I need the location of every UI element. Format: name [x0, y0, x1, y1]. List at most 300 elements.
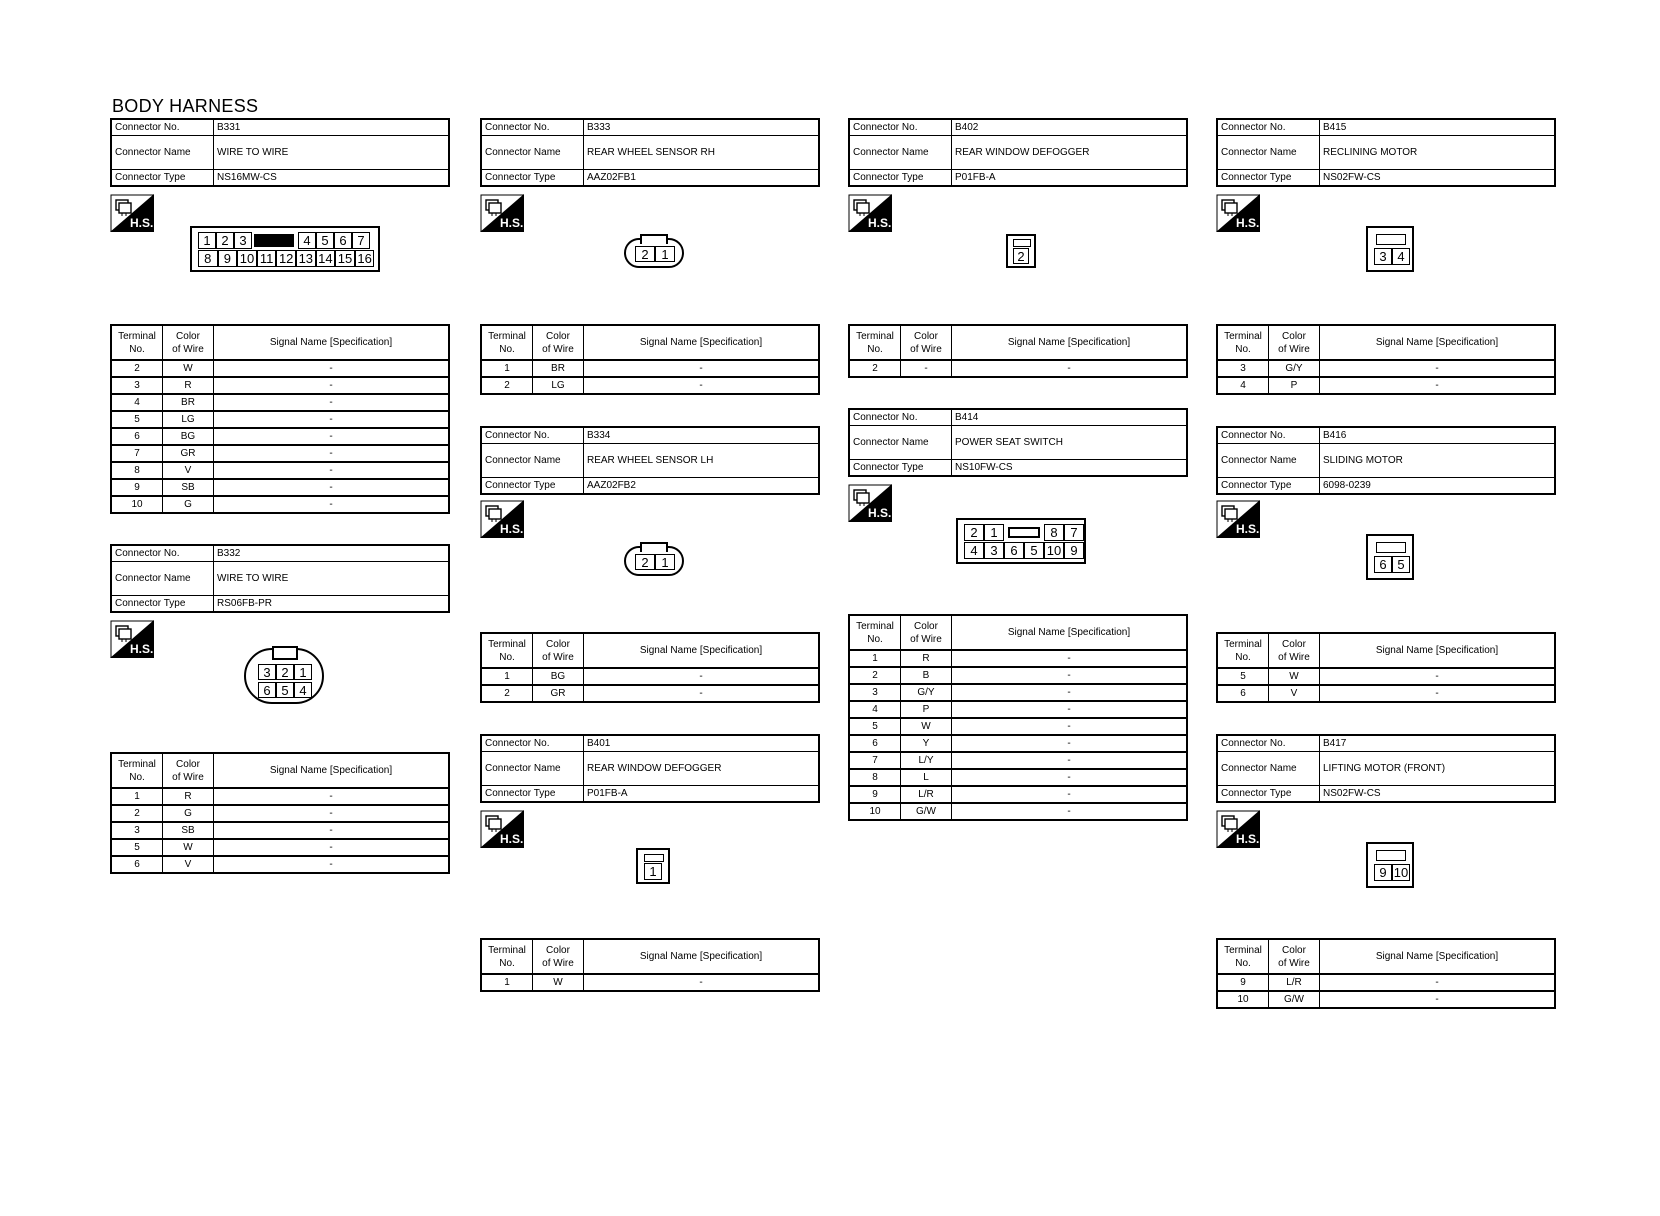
connector-no-value: B332	[217, 548, 241, 559]
connector-header	[480, 426, 820, 495]
pin-number: 11	[257, 250, 277, 267]
terminal-no: 2	[112, 361, 163, 376]
table-header	[1218, 940, 1554, 975]
pin-number: 16	[355, 250, 375, 267]
signal-name: -	[329, 842, 333, 853]
header-text: No.	[1235, 343, 1251, 355]
table-header	[112, 326, 448, 361]
connector-name-label: Connector Name	[850, 136, 952, 169]
wire-color: P	[901, 702, 952, 717]
connector-header	[110, 118, 450, 187]
terminal-no-header	[850, 616, 901, 649]
table-row	[112, 361, 448, 378]
signal-name: -	[1067, 806, 1071, 817]
terminal-no: 9	[850, 787, 901, 802]
table-header	[482, 634, 818, 669]
connector-b334-face	[624, 546, 684, 576]
pin-number: 6	[258, 682, 276, 698]
connector-key	[640, 542, 668, 552]
header-text: No.	[1235, 957, 1251, 969]
table-row	[850, 668, 1186, 685]
terminal-table	[480, 324, 820, 395]
connector-type-row	[482, 478, 818, 493]
hs-label: H.S.	[130, 216, 154, 230]
pin-number: 4	[1392, 248, 1410, 265]
connector-b415-face	[1366, 226, 1414, 272]
table-header	[850, 616, 1186, 651]
terminal-no-header	[112, 326, 163, 359]
wire-color: W	[1269, 669, 1320, 684]
connector-key	[644, 854, 664, 862]
header-text: Color	[914, 330, 938, 342]
connector-header	[110, 544, 450, 613]
pin-number: 6	[334, 232, 352, 249]
wire-color: GR	[533, 686, 584, 701]
table-row	[112, 497, 448, 512]
table-row	[850, 685, 1186, 702]
wire-color: G	[163, 497, 214, 512]
pin-number: 1	[198, 232, 216, 249]
connector-no-label: Connector No.	[1218, 120, 1320, 135]
signal-name: -	[699, 688, 703, 699]
table-row	[482, 361, 818, 378]
terminal-no: 6	[850, 736, 901, 751]
header-text: of Wire	[1278, 651, 1310, 663]
connector-name-label: Connector Name	[482, 752, 584, 785]
signal-name: -	[329, 363, 333, 374]
harness-side-icon	[480, 500, 524, 538]
table-header	[482, 326, 818, 361]
terminal-no-header	[1218, 940, 1269, 973]
header-text: of Wire	[1278, 957, 1310, 969]
wire-color: G/W	[1269, 992, 1320, 1007]
wire-color: L/Y	[901, 753, 952, 768]
header-text: Color	[176, 758, 200, 770]
hs-label: H.S.	[500, 522, 524, 536]
header-text: of Wire	[542, 957, 574, 969]
signal-name: -	[329, 465, 333, 476]
connector-key	[1376, 850, 1406, 861]
wire-color: R	[901, 651, 952, 666]
connector-key	[1013, 239, 1031, 247]
wire-color: G	[163, 806, 214, 821]
harness-side-icon	[110, 620, 154, 658]
connector-key	[640, 234, 668, 244]
wire-color: R	[163, 378, 214, 393]
table-row	[112, 429, 448, 446]
header-text: Terminal	[488, 944, 526, 956]
table-row	[112, 789, 448, 806]
harness-side-icon	[480, 194, 524, 232]
terminal-no: 6	[1218, 686, 1269, 701]
signal-name: -	[699, 977, 703, 988]
wire-color: GR	[163, 446, 214, 461]
wire-color: -	[901, 361, 952, 376]
wire-color: L	[901, 770, 952, 785]
signal-name: -	[329, 825, 333, 836]
connector-no-row	[112, 120, 448, 136]
connector-no-value: B414	[955, 412, 979, 423]
harness-side-icon	[848, 484, 892, 522]
pin-number: 10	[1393, 865, 1409, 880]
connector-type-label: Connector Type	[1218, 478, 1320, 493]
signal-name: -	[1435, 380, 1439, 391]
connector-header	[1216, 426, 1556, 495]
terminal-table	[848, 614, 1188, 821]
connector-type-row	[1218, 478, 1554, 493]
terminal-no: 6	[112, 857, 163, 872]
hs-label: H.S.	[868, 216, 892, 230]
signal-name-header	[1320, 940, 1554, 973]
header-text: Terminal	[488, 638, 526, 650]
terminal-no: 2	[482, 686, 533, 701]
table-row	[850, 719, 1186, 736]
connector-name-label: Connector Name	[1218, 752, 1320, 785]
signal-name-header	[214, 326, 448, 359]
table-row	[850, 736, 1186, 753]
connector-key	[1008, 527, 1040, 538]
header-text: Color	[546, 638, 570, 650]
table-header	[1218, 634, 1554, 669]
pin-number: 10	[237, 250, 257, 267]
signal-name: -	[1435, 977, 1439, 988]
header-text: Signal Name [Specification]	[1007, 337, 1131, 348]
wire-color: W	[163, 840, 214, 855]
terminal-no: 5	[112, 412, 163, 427]
header-text: of Wire	[172, 343, 204, 355]
wire-color: B	[901, 668, 952, 683]
connector-name-value: LIFTING MOTOR (FRONT)	[1323, 763, 1446, 774]
connector-name-row	[482, 752, 818, 786]
connector-key	[1376, 234, 1406, 245]
signal-name: -	[1067, 721, 1071, 732]
terminal-table	[480, 938, 820, 992]
connector-type-row	[112, 596, 448, 611]
pin-number: 1	[655, 246, 675, 262]
connector-type-value: 6098-0239	[1323, 480, 1371, 491]
pin-number: 2	[635, 554, 655, 570]
terminal-no: 5	[112, 840, 163, 855]
header-text: No.	[499, 651, 515, 663]
table-row	[482, 669, 818, 686]
signal-name: -	[329, 859, 333, 870]
header-text: Terminal	[1224, 638, 1262, 650]
pin-number: 1	[644, 863, 662, 880]
signal-name: -	[329, 791, 333, 802]
connector-type-row	[850, 170, 1186, 185]
terminal-no: 7	[112, 446, 163, 461]
hs-label: H.S.	[130, 642, 154, 656]
signal-name: -	[1435, 363, 1439, 374]
terminal-table	[1216, 632, 1556, 703]
terminal-no: 3	[112, 823, 163, 838]
table-row	[112, 857, 448, 872]
pin-number: 1	[984, 524, 1004, 541]
connector-name-value: REAR WINDOW DEFOGGER	[955, 147, 1090, 158]
wire-color: V	[163, 857, 214, 872]
terminal-table	[480, 632, 820, 703]
connector-header	[1216, 734, 1556, 803]
signal-name: -	[329, 397, 333, 408]
wire-color: G/Y	[1269, 361, 1320, 376]
header-text: Terminal	[856, 330, 894, 342]
pin-number: 15	[335, 250, 355, 267]
terminal-no-header	[482, 326, 533, 359]
signal-name: -	[699, 363, 703, 374]
table-row	[850, 651, 1186, 668]
connector-no-value: B416	[1323, 430, 1347, 441]
signal-name-header	[584, 634, 818, 667]
terminal-no: 8	[112, 463, 163, 478]
signal-name: -	[329, 808, 333, 819]
signal-name: -	[1067, 687, 1071, 698]
table-row	[112, 823, 448, 840]
terminal-no: 2	[482, 378, 533, 393]
header-text: Terminal	[1224, 330, 1262, 342]
pin-number: 4	[298, 232, 316, 249]
connector-no-label: Connector No.	[482, 428, 584, 443]
table-row	[850, 804, 1186, 819]
pin-number: 2	[635, 246, 655, 262]
terminal-no: 1	[850, 651, 901, 666]
signal-name: -	[1067, 755, 1071, 766]
connector-no-row	[850, 410, 1186, 426]
terminal-no: 1	[482, 975, 533, 990]
table-row	[850, 787, 1186, 804]
pin-number: 2	[276, 664, 294, 680]
terminal-no: 4	[850, 702, 901, 717]
connector-no-value: B331	[217, 122, 241, 133]
hs-label: H.S.	[500, 832, 524, 846]
terminal-table	[110, 752, 450, 874]
table-row	[112, 412, 448, 429]
signal-name: -	[1067, 704, 1071, 715]
table-row	[112, 378, 448, 395]
wire-color: SB	[163, 823, 214, 838]
terminal-no-header	[850, 326, 901, 359]
connector-header	[480, 118, 820, 187]
terminal-no: 4	[1218, 378, 1269, 393]
color-of-wire-header	[533, 634, 584, 667]
color-of-wire-header	[533, 940, 584, 973]
terminal-no: 1	[482, 669, 533, 684]
pin-number: 10	[1044, 542, 1064, 559]
signal-name-header	[584, 326, 818, 359]
harness-side-icon	[1216, 810, 1260, 848]
table-header	[482, 940, 818, 975]
color-of-wire-header	[901, 326, 952, 359]
pin-number: 5	[276, 682, 294, 698]
signal-name: -	[1435, 688, 1439, 699]
pin-number: 2	[964, 524, 984, 541]
signal-name-header	[214, 754, 448, 787]
header-text: Color	[914, 620, 938, 632]
pin-number: 5	[316, 232, 334, 249]
pin-number: 5	[1024, 542, 1044, 559]
header-text: Terminal	[1224, 944, 1262, 956]
pin-number: 6	[1004, 542, 1024, 559]
terminal-table	[110, 324, 450, 514]
terminal-no: 9	[112, 480, 163, 495]
signal-name: -	[329, 448, 333, 459]
connector-no-value: B334	[587, 430, 611, 441]
wire-color: W	[533, 975, 584, 990]
terminal-no: 3	[850, 685, 901, 700]
header-text: Color	[546, 944, 570, 956]
pin-number: 3	[984, 542, 1004, 559]
terminal-no: 1	[112, 789, 163, 804]
connector-no-row	[1218, 736, 1554, 752]
connector-key	[272, 646, 298, 660]
table-row	[112, 840, 448, 857]
connector-type-label: Connector Type	[1218, 786, 1320, 801]
header-text: Terminal	[856, 620, 894, 632]
wire-color: G/Y	[901, 685, 952, 700]
connector-type-value: P01FB-A	[955, 172, 996, 183]
table-row	[1218, 378, 1554, 393]
connector-type-value: NS16MW-CS	[217, 172, 277, 183]
connector-name-row	[1218, 136, 1554, 170]
header-text: No.	[129, 771, 145, 783]
table-row	[1218, 361, 1554, 378]
pin-number: 5	[1392, 556, 1410, 573]
connector-b331-face	[190, 226, 380, 272]
color-of-wire-header	[1269, 940, 1320, 973]
terminal-no: 10	[1218, 992, 1269, 1007]
wire-color: L/R	[1269, 975, 1320, 990]
header-text: Signal Name [Specification]	[269, 337, 393, 348]
wire-color: BG	[533, 669, 584, 684]
connector-no-value: B401	[587, 738, 611, 749]
header-text: No.	[129, 343, 145, 355]
table-row	[1218, 669, 1554, 686]
header-text: of Wire	[1278, 343, 1310, 355]
connector-no-label: Connector No.	[1218, 736, 1320, 751]
header-text: of Wire	[910, 633, 942, 645]
header-text: Color	[1282, 330, 1306, 342]
header-text: Color	[1282, 944, 1306, 956]
terminal-table	[1216, 324, 1556, 395]
connector-no-row	[1218, 120, 1554, 136]
table-row	[1218, 975, 1554, 992]
pin-number: 2	[216, 232, 234, 249]
signal-name-header	[1320, 634, 1554, 667]
hs-label: H.S.	[868, 506, 892, 520]
connector-no-label: Connector No.	[482, 120, 584, 135]
connector-name-label: Connector Name	[850, 426, 952, 459]
connector-no-row	[112, 546, 448, 562]
connector-no-label: Connector No.	[112, 546, 214, 561]
header-text: No.	[499, 957, 515, 969]
connector-name-row	[850, 136, 1186, 170]
connector-no-label: Connector No.	[482, 736, 584, 751]
connector-b417-face	[1366, 842, 1414, 888]
connector-type-label: Connector Type	[482, 786, 584, 801]
header-text: of Wire	[910, 343, 942, 355]
terminal-no: 3	[1218, 361, 1269, 376]
harness-side-icon	[848, 194, 892, 232]
wire-color: LG	[533, 378, 584, 393]
connector-header	[480, 734, 820, 803]
terminal-no: 4	[112, 395, 163, 410]
signal-name: -	[1067, 653, 1071, 664]
connector-type-row	[482, 170, 818, 185]
terminal-no: 2	[850, 668, 901, 683]
header-text: No.	[867, 633, 883, 645]
signal-name: -	[1067, 738, 1071, 749]
table-header	[112, 754, 448, 789]
connector-type-label: Connector Type	[112, 170, 214, 185]
connector-b401-face	[636, 848, 670, 884]
pin-number: 9	[218, 250, 238, 267]
connector-no-value: B333	[587, 122, 611, 133]
pin-number: 8	[198, 250, 218, 267]
connector-name-row	[1218, 752, 1554, 786]
signal-name: -	[1435, 994, 1439, 1005]
terminal-table	[848, 324, 1188, 378]
connector-type-row	[850, 460, 1186, 475]
table-row	[112, 480, 448, 497]
table-row	[850, 753, 1186, 770]
connector-header	[848, 408, 1188, 477]
signal-name: -	[699, 380, 703, 391]
wire-color: G/W	[901, 804, 952, 819]
connector-type-row	[482, 786, 818, 801]
connector-name-value: WIRE TO WIRE	[217, 147, 289, 158]
pin-number: 14	[316, 250, 336, 267]
pin-number: 1	[294, 664, 312, 680]
header-text: Signal Name [Specification]	[269, 765, 393, 776]
wire-color: W	[901, 719, 952, 734]
table-row	[482, 975, 818, 990]
header-text: of Wire	[542, 343, 574, 355]
pin-number: 2	[1013, 248, 1029, 264]
wire-color: LG	[163, 412, 214, 427]
hs-label: H.S.	[1236, 216, 1260, 230]
harness-side-icon	[480, 810, 524, 848]
wire-color: W	[163, 361, 214, 376]
table-row	[850, 702, 1186, 719]
signal-name-header	[584, 940, 818, 973]
terminal-no-header	[482, 940, 533, 973]
connector-type-value: AAZ02FB2	[587, 480, 636, 491]
table-row	[850, 770, 1186, 787]
header-text: Color	[176, 330, 200, 342]
connector-name-row	[112, 562, 448, 596]
wire-color: R	[163, 789, 214, 804]
table-row	[1218, 992, 1554, 1007]
connector-type-label: Connector Type	[482, 170, 584, 185]
terminal-no: 9	[1218, 975, 1269, 990]
connector-name-value: POWER SEAT SWITCH	[955, 437, 1063, 448]
harness-side-icon	[1216, 500, 1260, 538]
pin-number: 13	[296, 250, 316, 267]
header-text: Signal Name [Specification]	[639, 951, 763, 962]
table-row	[112, 463, 448, 480]
connector-type-label: Connector Type	[112, 596, 214, 611]
connector-b416-face	[1366, 534, 1414, 580]
connector-type-label: Connector Type	[850, 170, 952, 185]
wire-color: BG	[163, 429, 214, 444]
wire-color: L/R	[901, 787, 952, 802]
signal-name-header	[952, 616, 1186, 649]
terminal-no-header	[112, 754, 163, 787]
pin-number: 9	[1064, 542, 1084, 559]
pin-number: 7	[352, 232, 370, 249]
terminal-no-header	[1218, 634, 1269, 667]
terminal-table	[1216, 938, 1556, 1009]
wire-color: V	[1269, 686, 1320, 701]
